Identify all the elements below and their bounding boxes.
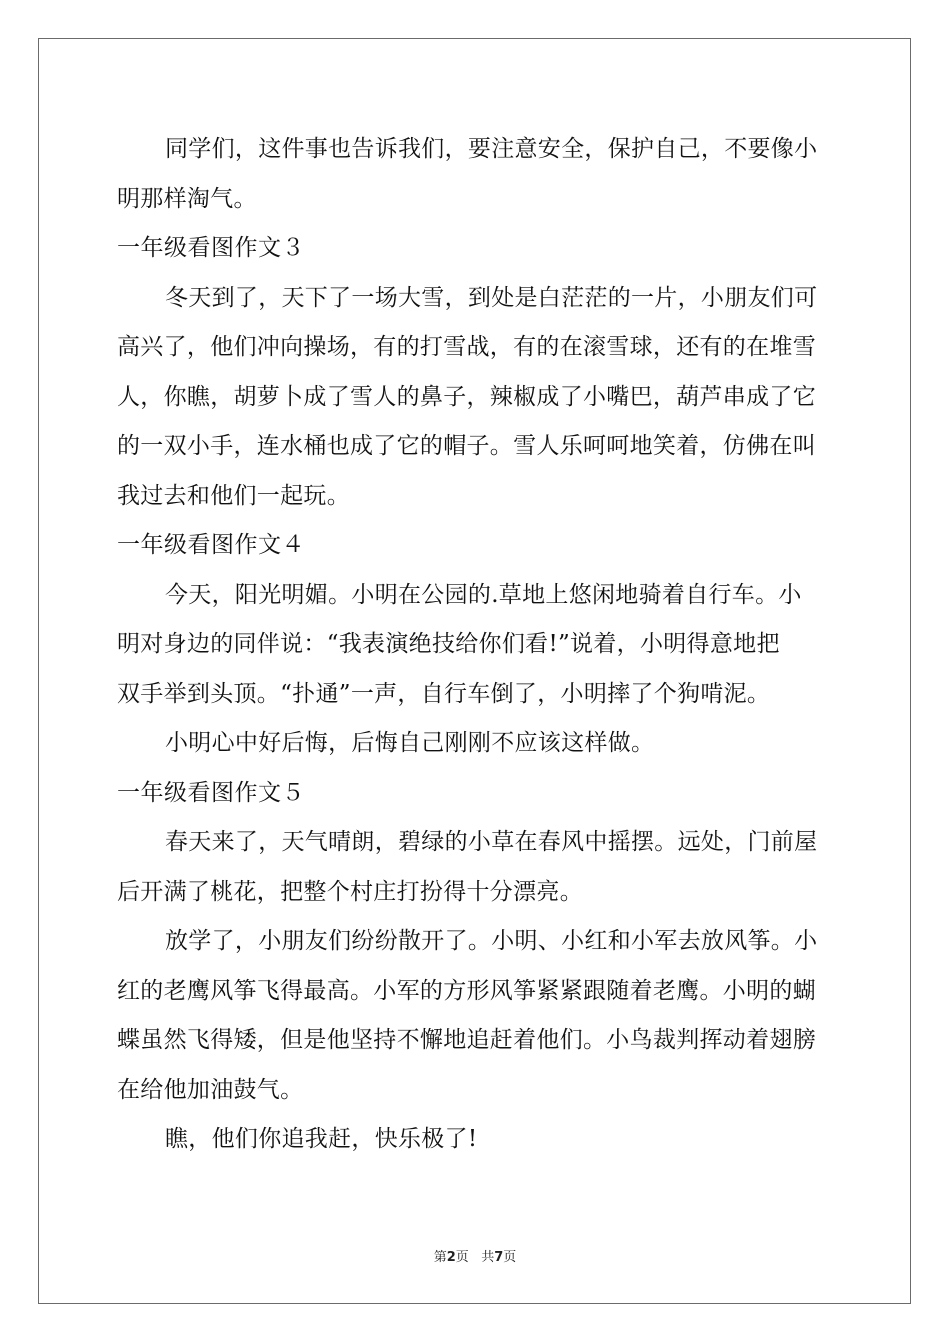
paragraph-line: 在给他加油鼓气。: [117, 1076, 304, 1103]
paragraph-line: 我过去和他们一起玩。: [117, 482, 350, 509]
total-page-count: 7: [494, 1250, 504, 1265]
paragraph-line: 明对身边的同伴说：“我表演绝技给你们看!”说着，小明得意地把: [117, 631, 780, 657]
paragraph-line: 放学了，小朋友们纷纷散开了。小明、小红和小军去放风筝。小: [165, 928, 818, 954]
paragraph-line: 人，你瞧，胡萝卜成了雪人的鼻子，辣椒成了小嘴巴，葫芦串成了它: [117, 383, 816, 410]
paragraph-line: 今天，阳光明媚。小明在公园的.草地上悠闲地骑着自行车。小: [165, 581, 802, 608]
paragraph-line: 冬天到了，天下了一场大雪，到处是白茫茫的一片，小朋友们可: [165, 284, 818, 311]
paragraph-line: 红的老鹰风筝飞得最高。小军的方形风筝紧紧跟随着老鹰。小明的蝴: [117, 977, 816, 1004]
paragraph-line: 双手举到头顶。“扑通”一声，自行车倒了，小明摔了个狗啃泥。: [117, 680, 771, 707]
paragraph-line: 小明心中好后悔，后悔自己刚刚不应该这样做。: [165, 730, 655, 756]
footer-total-unit: 页: [503, 1250, 517, 1265]
paragraph-line: 明那样淘气。: [117, 185, 257, 212]
paragraph-line: 瞧，他们你追我赶，快乐极了!: [165, 1126, 478, 1152]
page-footer: [0, 1246, 950, 1265]
paragraph-line: 高兴了，他们冲向操场，有的打雪战，有的在滚雪球，还有的在堆雪: [117, 334, 816, 360]
section-heading: 一年级看图作文５: [117, 779, 305, 806]
document-body: [117, 125, 833, 1165]
footer-total-prefix: 共: [481, 1250, 495, 1265]
paragraph-line: 的一双小手，连水桶也成了它的帽子。雪人乐呵呵地笑着，仿佛在叫: [117, 433, 816, 459]
paragraph-line: 春天来了，天气晴朗，碧绿的小草在春风中摇摆。远处，门前屋: [165, 829, 818, 855]
section-heading: 一年级看图作文３: [117, 235, 305, 261]
paragraph-line: 蝶虽然飞得矮，但是他坚持不懈地追赶着他们。小鸟裁判挥动着翅膀: [117, 1027, 816, 1053]
footer-prefix: 第: [433, 1250, 447, 1265]
current-page-number: 2: [446, 1250, 456, 1265]
paragraph-line: 同学们，这件事也告诉我们，要注意安全，保护自己，不要像小: [165, 136, 818, 162]
paragraph-line: 后开满了桃花，把整个村庄打扮得十分漂亮。: [117, 878, 583, 905]
footer-page-unit: 页: [455, 1250, 469, 1265]
section-heading: 一年级看图作文４: [117, 532, 305, 558]
